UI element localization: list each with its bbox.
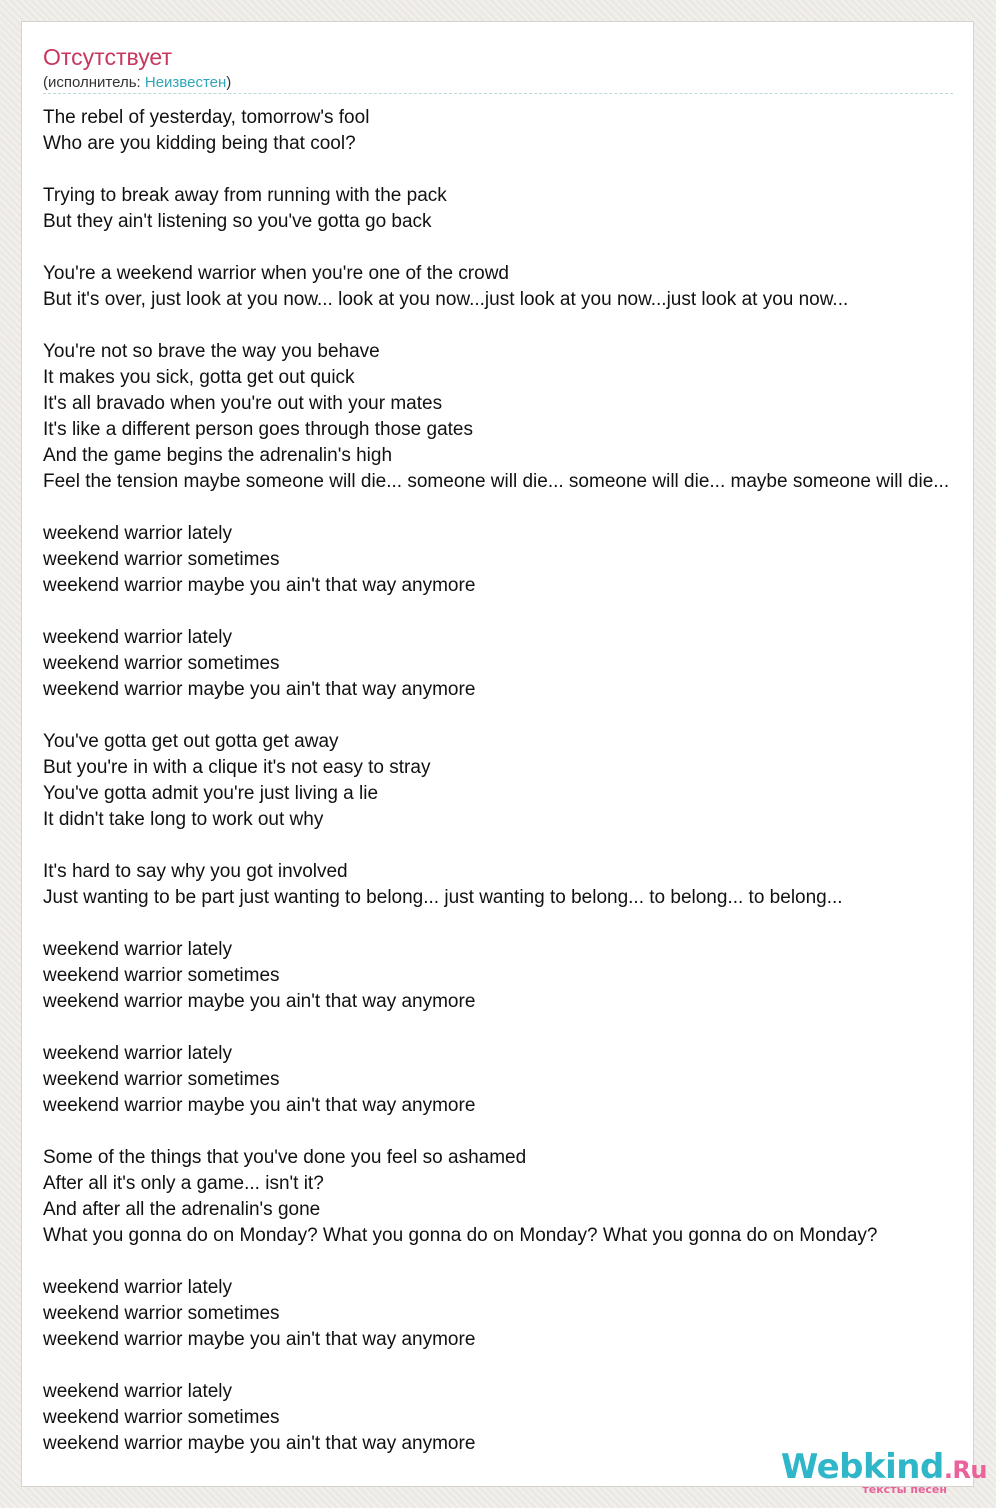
lyric-line: After all it's only a game... isn't it? — [43, 1173, 324, 1194]
lyric-line: It's hard to say why you got involved — [43, 861, 348, 882]
lyric-line: weekend warrior maybe you ain't that way anymore — [43, 1095, 476, 1116]
lyric-line: You've gotta admit you're just living a lie — [43, 783, 379, 804]
site-logo[interactable] — [780, 1447, 987, 1496]
stanza-gap — [43, 495, 996, 521]
lyric-line: weekend warrior sometimes — [43, 549, 280, 570]
stanza-gap — [43, 1353, 996, 1379]
lyric-line: weekend warrior maybe you ain't that way anymore — [43, 679, 476, 700]
logo-tagline: тексты песен — [862, 1483, 947, 1496]
lyric-line: But it's over, just look at you now... look at you now...just look at you now...just look at you now... — [43, 289, 849, 310]
lyric-line: weekend warrior sometimes — [43, 1069, 280, 1090]
logo-wordmark — [780, 1447, 987, 1487]
logo-name: Webkind — [780, 1447, 944, 1487]
title-divider — [43, 93, 953, 94]
lyric-line: But you're in with a clique it's not easy to stray — [43, 757, 431, 778]
stanza-gap — [43, 1015, 996, 1041]
stanza-gap — [43, 1119, 996, 1145]
lyric-line: The rebel of yesterday, tomorrow's fool — [43, 107, 370, 128]
stanza-gap — [43, 599, 996, 625]
stanza-gap — [43, 911, 996, 937]
lyric-line: weekend warrior lately — [43, 1381, 233, 1402]
artist-suffix: ) — [226, 74, 232, 91]
lyric-line: Trying to break away from running with the pack — [43, 185, 447, 206]
lyric-line: weekend warrior sometimes — [43, 1407, 280, 1428]
lyric-line: weekend warrior maybe you ain't that way anymore — [43, 1433, 476, 1454]
lyric-line: weekend warrior maybe you ain't that way anymore — [43, 991, 476, 1012]
artist-link[interactable]: Неизвестен — [144, 74, 227, 91]
lyric-line: You're not so brave the way you behave — [43, 341, 380, 362]
stanza-gap — [43, 833, 996, 859]
lyric-line: weekend warrior lately — [43, 523, 233, 544]
lyric-line: It's like a different person goes through those gates — [43, 419, 473, 440]
lyric-line: weekend warrior sometimes — [43, 1303, 280, 1324]
lyric-line: What you gonna do on Monday? What you gonna do on Monday? What you gonna do on Monday? — [43, 1225, 878, 1246]
lyric-line: Who are you kidding being that cool? — [43, 133, 356, 154]
stanza-gap — [43, 703, 996, 729]
lyrics-card — [21, 21, 974, 1487]
lyric-line: Just wanting to be part just wanting to belong... just wanting to belong... to belong... to belong... — [43, 887, 843, 908]
lyric-line: And the game begins the adrenalin's high — [43, 445, 393, 466]
lyric-line: It didn't take long to work out why — [43, 809, 324, 830]
stanza-gap — [43, 313, 996, 339]
lyric-line: It makes you sick, gotta get out quick — [43, 367, 355, 388]
lyric-line: And after all the adrenalin's gone — [43, 1199, 321, 1220]
lyric-line: weekend warrior sometimes — [43, 965, 280, 986]
stanza-gap — [43, 157, 996, 183]
artist-prefix: (исполнитель: — [43, 74, 145, 91]
logo-tld: .Ru — [943, 1456, 987, 1484]
lyric-line: weekend warrior lately — [43, 1277, 233, 1298]
lyric-line: Some of the things that you've done you feel so ashamed — [43, 1147, 527, 1168]
lyric-line: weekend warrior lately — [43, 1043, 233, 1064]
lyric-line: weekend warrior maybe you ain't that way anymore — [43, 575, 476, 596]
lyric-line: weekend warrior maybe you ain't that way anymore — [43, 1329, 476, 1350]
stanza-gap — [43, 235, 996, 261]
lyric-line: weekend warrior lately — [43, 627, 233, 648]
artist-line — [43, 74, 231, 92]
song-title: Отсутствует — [43, 44, 172, 70]
lyric-line: You've gotta get out gotta get away — [43, 731, 339, 752]
lyric-line: Feel the tension maybe someone will die... someone will die... someone will die... maybe someone will die... — [43, 471, 950, 492]
lyric-line: It's all bravado when you're out with your mates — [43, 393, 443, 414]
lyric-line: You're a weekend warrior when you're one of the crowd — [43, 263, 509, 284]
lyric-line: But they ain't listening so you've gotta go back — [43, 211, 432, 232]
lyric-line: weekend warrior lately — [43, 939, 233, 960]
lyric-line: weekend warrior sometimes — [43, 653, 280, 674]
lyrics-text — [43, 105, 996, 1457]
stanza-gap — [43, 1249, 996, 1275]
